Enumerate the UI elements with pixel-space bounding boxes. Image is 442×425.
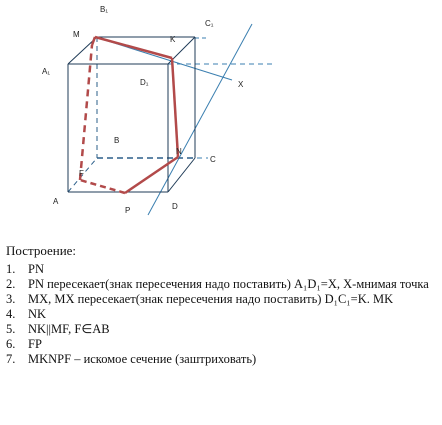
label-k: K — [170, 35, 176, 44]
label-d1: D₁ — [140, 78, 149, 87]
label-n: N — [176, 147, 182, 156]
step-number: 5. — [6, 322, 16, 336]
edge-dc — [168, 158, 195, 192]
label-a1: A₁ — [42, 67, 51, 76]
label-b: B — [114, 136, 120, 145]
label-a: A — [53, 197, 59, 206]
list-item — [6, 352, 438, 367]
step-text: NK||MF, F∈AB — [28, 322, 110, 336]
section-mf-start — [92, 37, 95, 45]
list-item — [6, 322, 438, 337]
step-number: 3. — [6, 292, 16, 306]
step-number: 1. — [6, 262, 16, 276]
list-item — [6, 307, 438, 322]
steps-list — [6, 262, 438, 367]
label-m: M — [73, 30, 80, 39]
list-item — [6, 337, 438, 352]
construction-steps — [6, 243, 438, 367]
construction-title: Построение: — [6, 243, 77, 258]
list-item — [6, 277, 438, 292]
section-fm — [80, 45, 92, 180]
list-item — [6, 262, 438, 277]
step-number: 4. — [6, 307, 16, 321]
step-text: MKNPF – искомое сечение (заштриховать) — [28, 352, 257, 366]
section-pf — [80, 180, 125, 193]
section-mk — [95, 37, 172, 58]
step-text: MX, MX пересекает(знак пересечения надо поставить) D₁C₁=K. MK — [28, 292, 394, 306]
label-c: C — [210, 155, 216, 164]
label-d: D — [172, 202, 178, 211]
step-number: 6. — [6, 337, 16, 351]
label-b1: B₁ — [100, 5, 109, 14]
label-f: F — [79, 169, 84, 178]
step-number: 7. — [6, 352, 16, 366]
section-kn — [172, 58, 178, 157]
step-text: PN — [28, 262, 44, 276]
label-c1: C₁ — [205, 19, 214, 28]
label-p: P — [125, 206, 131, 215]
step-text: FP — [28, 337, 42, 351]
step-text: NK — [28, 307, 47, 321]
label-x: X — [238, 80, 244, 89]
step-text: PN пересекает(знак пересечения надо поставить) A₁D₁=X, X-мнимая точка — [28, 277, 429, 291]
step-number: 2. — [6, 277, 16, 291]
aux-line-px — [148, 24, 252, 215]
list-item — [6, 292, 438, 307]
